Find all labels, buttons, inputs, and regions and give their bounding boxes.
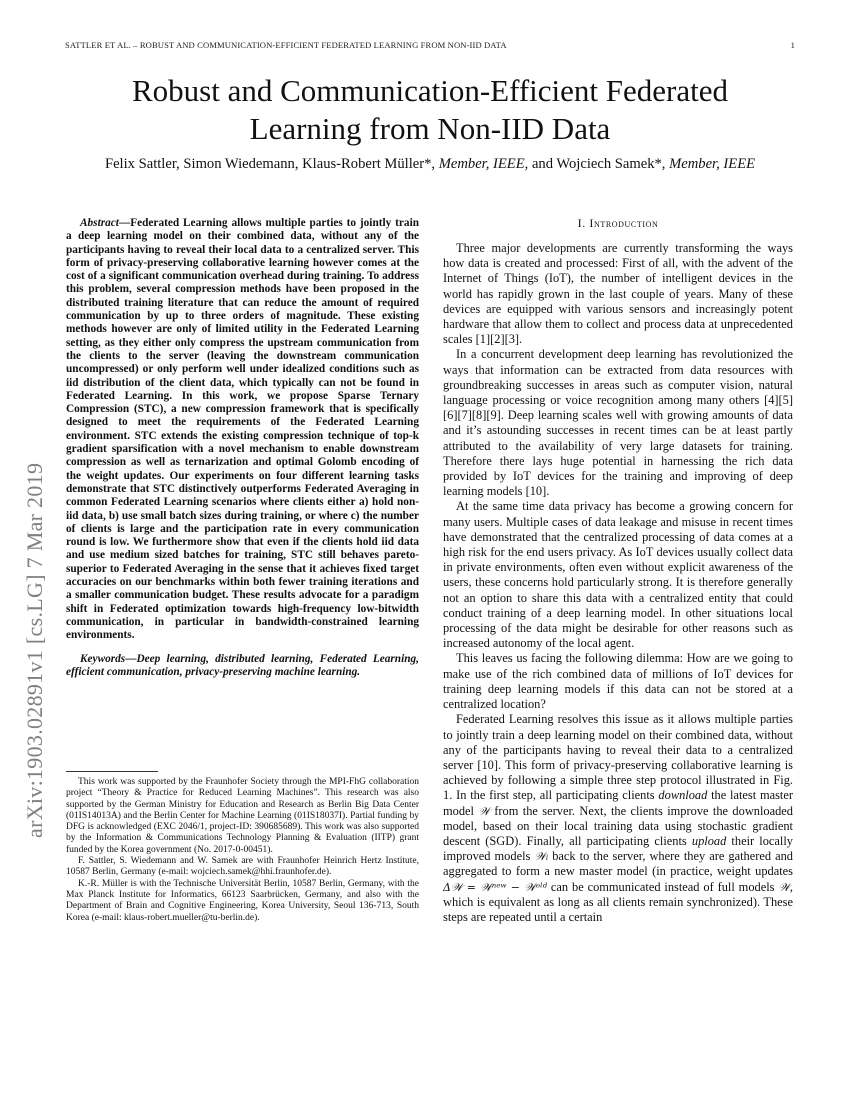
footnote-divider	[66, 771, 158, 772]
funding-footnote: This work was supported by the Fraunhofer Society through the MPI-FhG collaboration project “Theory & Practice for Reduced Learning Machines”. This research was also supported by the German Ministry for Education and Research as Berlin Big Data Center (01IS14013A) and the Berlin Center for Machine Learning (01IS18037I). Partial funding by DFG is acknowledged (EXC 2046/1, project-ID: 390685689). This work was also supported by the Information & Communications Technology Planning & Evaluation (IITP) grant funded by the Korea government (No. 2017-0-00451).	[66, 777, 419, 855]
authors-part-2: , and Wojciech Samek*,	[524, 156, 670, 172]
intro-paragraph-4: This leaves us facing the following dilemma: How are we going to make use of the rich combined data of millions of IoT devices for training deep learning models if this data can not be stored at a centralized location?	[443, 651, 793, 712]
p5-text-e: back to the server, where they are gathered and aggregated to form a new master model (in practice, weight updates	[443, 849, 793, 879]
p5-text-b: the latest master model	[443, 788, 793, 818]
p5-text-f: can be communicated instead of full models	[547, 879, 779, 894]
running-head	[65, 40, 795, 50]
math-weight-update: Δ𝒲 = 𝒲ⁿᵉʷ − 𝒲ᵒˡᵈ	[443, 880, 548, 894]
abstract	[66, 217, 419, 643]
section-heading-introduction: I. Introduction	[577, 216, 659, 230]
affiliation-footnote-2: K.-R. Müller is with the Technische Universität Berlin, 10587 Berlin, Germany, with the Max Planck Institute for Informatics, 66123 Saarbrücken, Germany, and also with the Department of Brain and Cognitive Engineering, Korea University, Seoul 136-713, South Korea (e-mail: klaus-robert.mueller@tu-berlin.de).	[66, 878, 419, 923]
affiliation-footnote-1: F. Sattler, S. Wiedemann and W. Samek are with Fraunhofer Heinrich Hertz Institute, 10587 Berlin, Germany (e-mail: wojciech.samek@hhi.fraunhofer.de).	[66, 856, 419, 878]
right-column	[443, 216, 793, 925]
page-number: 1	[790, 40, 795, 50]
abstract-text: —Federated Learning allows multiple parties to jointly train a deep learning model on their combined data, without any of the participants having to reveal their local data to a centralized server. This form of privacy-preserving collaborative learning however comes at the cost of a significant communication overhead during training. To address this problem, several compression methods have been proposed in the distributed training literature that can reduce the amount of required communication by up to three orders of magnitude. These existing methods however are only of limited utility in the Federated Learning setting, as they either only compress the upstream communication from the clients to the server (leaving the downstream communication uncompressed) or only perform well under idealized conditions such as iid distribution of the client data, which typically can not be found in Federated Learning. In this work, we propose Sparse Ternary Compression (STC), a new compression framework that is specifically designed to meet the requirements of the Federated Learning environment. STC extends the existing compression technique of top-k gradient sparsification with a novel mechanism to enable downstream compression as well as ternarization and optimal Golomb encoding of the weight updates. Our experiments on four different learning tasks demonstrate that STC distinctively outperforms Federated Averaging in common Federated Learning scenarios where clients either a) hold non-iid data, b) use small batch sizes during training, or where c) the number of clients is large and the participation rate in every communication round is low. We furthermore show that even if the clients hold iid data and use medium sized batches for training, STC still behaves pareto-superior to Federated Averaging in the sense that it achieves fixed target accuracies on our benchmarks within both fewer training iterations and a smaller communication budget. These results advocate for a paradigm shift in Federated optimization towards high-frequency low-bitwidth communication, in particular in bandwidth-constrained learning environments.	[66, 217, 419, 642]
member-label-2: Member, IEEE	[669, 156, 756, 172]
footnotes	[66, 777, 419, 924]
left-column	[66, 217, 419, 679]
arxiv-identifier-stamp: arXiv:1903.02891v1 [cs.LG] 7 Mar 2019	[22, 462, 47, 838]
running-head-text: SATTLER ET AL. – ROBUST AND COMMUNICATION-EFFICIENT FEDERATED LEARNING FROM NON-IID DATA	[65, 40, 507, 50]
p5-text-a: Federated Learning resolves this issue as it allows multiple parties to jointly train a deep learning model on their combined data, without any of the participants having to reveal their data to a centralized server [10]. This form of privacy-preserving collaborative learning is achieved by following a simple three step protocol illustrated in Fig. 1. In the first step, all participating clients	[443, 712, 793, 803]
p5-text-d: their locally improved models	[443, 833, 793, 864]
intro-paragraph-2: In a concurrent development deep learning has revolutionized the ways that information can be extracted from data resources with groundbreaking successes in areas such as computer vision, natural language processing or voice recognition among many others [4][5][6][7][8][9]. Deep learning scales well with growing amounts of data and it’s astounding successes in recent times can be at least partly attributed to the availability of very large datasets for training. Therefore there lays huge potential in harnessing the rich data provided by IoT devices for the training and improving of deep learning models [10].	[443, 347, 793, 499]
intro-paragraph-3: At the same time data privacy has become a growing concern for many users. Multiple cases of data leakage and misuse in recent times have demonstrated that the centralized processing of data comes at a high risk for the end users privacy. As IoT devices usually collect data in private environments, often even without explicit awareness of the users, these concerns hold particularly strong. It is therefore generally not an option to share this data with a centralized entity that could conduct training of a deep learning model. In other situations local processing of the data might be desirable for other reasons such as increased autonomy of the local agent.	[443, 499, 793, 651]
p5-text-g: , which is equivalent as long as all clients remain synchronized). These steps are repeated until a certain	[443, 879, 793, 924]
intro-paragraph-5	[443, 712, 793, 925]
title-line-2: Learning from Non-IID Data	[249, 111, 611, 146]
math-full-model: 𝒲	[778, 880, 790, 894]
authors-part-1: Felix Sattler, Simon Wiedemann, Klaus-Robert Müller*,	[104, 156, 439, 172]
paper-title	[60, 72, 800, 148]
p5-text-c: from the server. Next, the clients improve the downloaded model, based on their local training data using stochastic gradient descent (SGD). Finally, all participating clients	[443, 803, 793, 848]
p5-emph-upload: upload	[691, 833, 727, 848]
math-master-model: 𝒲	[478, 804, 490, 818]
author-list	[40, 156, 820, 173]
member-label-1: Member, IEEE	[438, 156, 525, 172]
abstract-label: Abstract	[80, 217, 119, 229]
index-terms: Keywords—Deep learning, distributed learning, Federated Learning, efficient communication, privacy-preserving machine learning.	[66, 652, 419, 678]
math-client-model: 𝒲ᵢ	[534, 850, 549, 864]
title-line-1: Robust and Communication-Efficient Federated	[131, 73, 729, 108]
p5-emph-download: download	[658, 788, 708, 803]
intro-paragraph-1: Three major developments are currently transforming the ways how data is created and processed: First of all, with the advent of the Internet of Things (IoT), the number of intelligent devices in the world has rapidly grown in the last couple of years. Many of these devices are equipped with various sensors and increasingly potent hardware that allow them to collect and process data at unprecedented scales [1][2][3].	[443, 241, 793, 347]
